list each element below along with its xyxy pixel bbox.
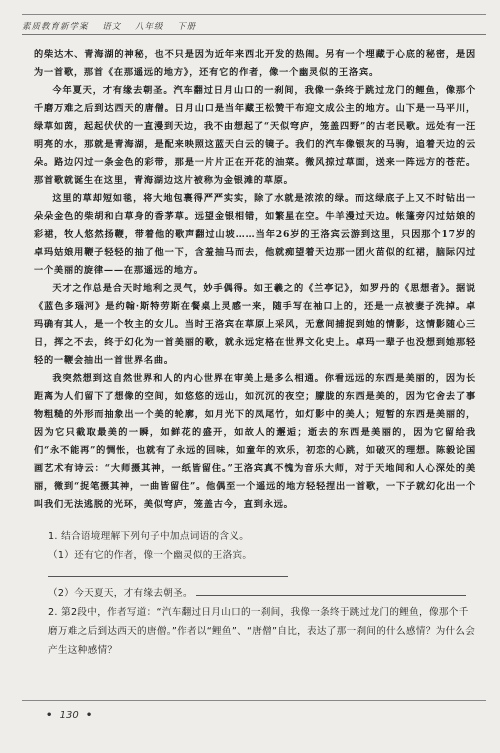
page-footer xyxy=(46,710,96,721)
question-1-item-1-text: （1）还有它的作者，像一个幽灵似的王洛宾。 xyxy=(48,550,253,561)
footer-rule xyxy=(22,700,486,701)
question-1-item-2 xyxy=(34,584,476,603)
question-1-item-1 xyxy=(34,546,476,584)
exercise-section xyxy=(34,527,476,660)
article-paragraph-5: 我突然想到这自然世界和人的内心世界在审美上是多么相通。你看远远的东西是美丽的，因为长距离为人们留下了想像的空间，如悠悠的远山，如沉沉的夜空；朦胧的东西是美的，因为它舍去了事物粗糙的外形而抽象出一个美的轮廓，如月光下的凤尾竹，如灯影中的美人；短暂的东西是美丽的，因为它只截取最美的一瞬，如鲜花的盛开，如故人的邂逅；逝去的东西是美丽的，因为它留给我们“永不能再”的惆怅，也就有了永远的回味，如童年的欢乐，初恋的心跳，如破灭的理想。陈毅论国画艺术有诗云：“大师摄其神，一纸皆留住。”王洛宾真不愧为音乐大师，对于天地间和人心深处的美丽，微到“捉笔摄其神，一曲皆留住”。他偶至一个遥远的地方轻轻捏出一首歌，一下子就幻化出一个叫我们无法逃脱的光环，美似穹庐，笼盖古今，直到永远。 xyxy=(34,373,476,510)
header-top-rule xyxy=(22,14,486,15)
article-paragraph-4: 天才之作总是合天时地利之灵气，妙手偶得。如王羲之的《兰亭记》，如罗丹的《思想者》。据说《蓝色多瑙河》是约翰·斯特劳斯在餐桌上灵感一来，随手写在袖口上的，还是一点被妻子洗掉。卓玛确有其人，是一个牧主的女儿。当时王洛宾在草原上采风，无意间捕捉到她的情影，这情影随心三日，挥之不去，终于幻化为一首美丽的歌，就永远定格在世界文化史上。卓玛一辈子也没想到她那轻轻的一鞭会抽出一首世界名曲。 xyxy=(34,283,476,366)
answer-line-2[interactable] xyxy=(196,585,466,596)
header-bottom-rule xyxy=(22,34,486,35)
footer-bullet-right: • xyxy=(85,710,93,721)
header-volume: 下册 xyxy=(177,22,197,32)
header-series: 素质教育新学案 xyxy=(22,22,89,32)
page-number: 130 xyxy=(59,710,79,721)
header-subject: 语文 xyxy=(102,22,122,32)
question-1-prompt: 1. 结合语境理解下列句子中加点词语的含义。 xyxy=(48,531,250,542)
header-grade: 八年级 xyxy=(134,22,164,32)
question-2: 2. 第2段中，作者写道：“汽车翻过日月山口的一刹间，我像一条终于跳过龙门的鲤鱼，像那个千磨万难之后到达西天的唐僧。”作者以“鲤鱼”、“唐僧”自比，表达了那一刹间的什么感情？为什么会产生这种感情？ xyxy=(48,607,476,656)
article-body xyxy=(34,46,476,514)
article-paragraph-2: 今年夏天，才有缘去朝圣。汽车翻过日月山口的一刹间，我像一条终于跳过龙门的鲤鱼，像那个千磨万难之后到达西天的唐僧。日月山口是当年藏王松赞干布迎文成公主的地方。山下是一马平川，绿草如茵，起起伏伏的一直漫到天边，我不由想起了“天似穹庐，笼盖四野”的古老民歌。远处有一汪明亮的水，那就是青海湖，是配来映照这蓝天白云的镜子。我们的汽车像银灰的马驹，追着天边的云朵。路边闪过一条金色的彩带，那是一片片正在开花的油菜。微风掠过草面，送来一阵远方的苍茫。那首歌就诞生在这里，青海湖边这片被称为金银滩的草原。 xyxy=(34,85,476,186)
footer-bullet-left: • xyxy=(46,710,53,721)
article-paragraph-1: 的柴达木、青海湖的神秘，也不只是因为近年来西北开发的热闹。另有一个埋藏于心底的秘密，是因为一首歌，那首《在那遥远的地方》，还有它的作者，像一个幽灵似的王洛宾。 xyxy=(34,49,476,78)
question-1-item-2-text: （2）今天夏天，才有缘去朝圣。 xyxy=(48,588,193,599)
running-header xyxy=(22,20,206,32)
answer-line-1[interactable] xyxy=(48,566,288,577)
article-paragraph-3: 这里的草却短如毯，将大地包裹得严严实实，除了水就是浓浓的绿。而这绿底子上又不时钻出一朵朵金色的柴胡和白草身的香茅草。远望金银相错，如繁星在空。牛羊漫过天边。帐篷旁闪过姑娘的彩裙，牧人悠然扬鞭，带着他的歌声翻过山坡……当年26岁的王洛宾云游到这里，只因那个17岁的卓玛姑娘用鞭子轻轻的抽了他一下，含羞抽马而去，他就痴望着天边那一团火苗似的红裙，脑际闪过一个美丽的旋律——在那遥远的地方。 xyxy=(34,193,476,276)
